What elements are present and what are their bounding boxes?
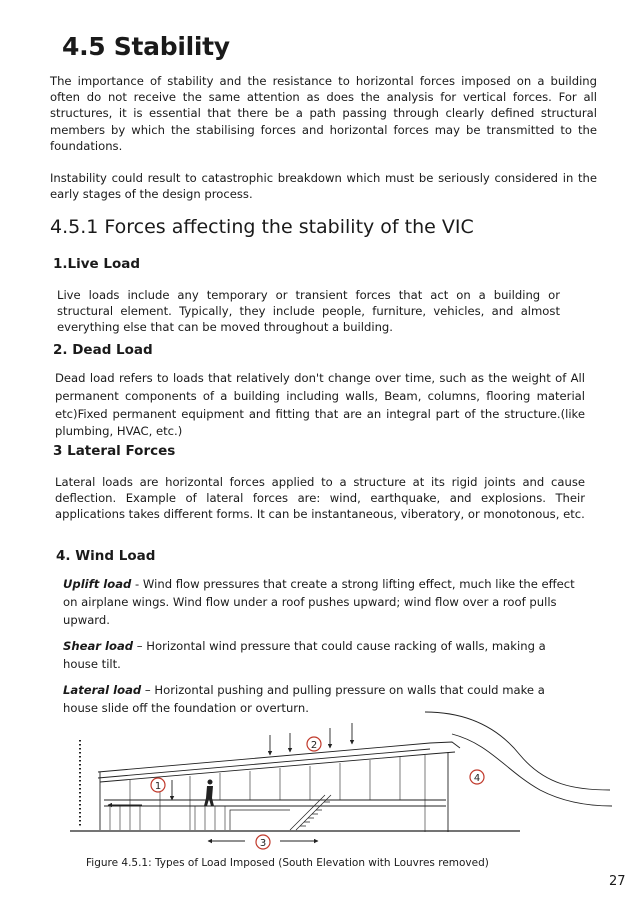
figure-caption: Figure 4.5.1: Types of Load Imposed (South Elevation with Louvres removed) (86, 857, 489, 869)
shear-load-item (63, 638, 563, 674)
lateral-load-term: Lateral load (63, 683, 142, 697)
shear-load-term: Shear load (63, 639, 134, 653)
uplift-load-text: - Wind flow pressures that create a strong lifting effect, much like the effect on airplane wings. Wind flow under a roof pushes upward; wind flow over a roof pulls upward. (63, 577, 575, 627)
south-elevation-diagram (0, 704, 638, 854)
person-icon (204, 780, 214, 807)
uplift-load-item (63, 576, 578, 629)
marker-2 (307, 737, 321, 751)
dead-load-heading: 2. Dead Load (53, 342, 153, 358)
live-load-heading: 1.Live Load (53, 256, 141, 272)
lateral-forces-heading: 3 Lateral Forces (53, 443, 176, 459)
page-number: 27 (609, 874, 626, 889)
lateral-load-text: – Horizontal pushing and pulling pressure on walls that could make a house slide off the foundation or overturn. (63, 683, 545, 715)
shear-load-text: – Horizontal wind pressure that could cause racking of walls, making a house tilt. (63, 639, 546, 671)
marker-4 (470, 770, 484, 784)
marker-3 (256, 835, 270, 849)
svg-text:2: 2 (310, 740, 318, 751)
dead-load-text: Dead load refers to loads that relatively don't change over time, such as the weight of All permanent components of a building including walls, Beam, columns, flooring material etc)Fixed permanent equipment and fitting that are an integral part of the structure.(like plumbing, HVAC, etc.) (55, 371, 585, 439)
section-heading: 4.5.1 Forces affecting the stability of the VIC (50, 216, 474, 238)
lateral-forces-text: Lateral loads are horizontal forces applied to a structure at its rigid joints and cause deflection. Example of lateral forces are: wind, earthquake, and explosions. Their applications takes different forms. It can be instantaneous, viberatory, or monotonous, etc. (55, 475, 585, 522)
svg-text:4: 4 (473, 773, 481, 784)
wind-load-heading: 4. Wind Load (56, 548, 156, 564)
svg-text:1: 1 (154, 781, 162, 792)
intro-paragraph-1: The importance of stability and the resistance to horizontal forces imposed on a building often do not receive the same attention as does the analysis for vertical forces. For all structures, it is essential that there be a path passing through clearly defined structural members by which the stabilising forces and horizontal forces may be transmitted to the foundations. (50, 74, 597, 153)
marker-1 (151, 778, 165, 792)
page-title: 4.5 Stability (62, 32, 230, 61)
svg-text:3: 3 (259, 838, 267, 849)
uplift-load-term: Uplift load (63, 577, 132, 591)
intro-paragraph-2: Instability could result to catastrophic breakdown which must be seriously considered in the early stages of the design process. (50, 171, 597, 202)
live-load-text: Live loads include any temporary or transient forces that act on a building or structural element. Typically, they include people, furniture, vehicles, and almost everything else that can be moved throughout a building. (57, 288, 560, 335)
